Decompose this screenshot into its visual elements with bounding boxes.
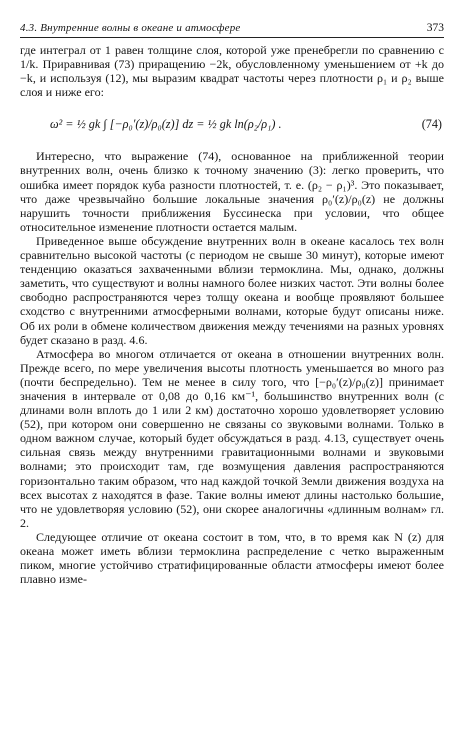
paragraph-1: где интеграл от 1 равен толщине слоя, которой уже пренебрегли по сравнению с 1/k. Приравнивая (73) приращению −2k, обусловленному уменьшением от +k до −k, и используя (12), мы выразим квадрат частоты через плотности ρ₁ и ρ₂ выше слоя и ниже его: [20, 43, 444, 100]
equation-74 [50, 109, 444, 139]
equation-formula: ω² = ½ gk ∫ [−ρ₀′(z)/ρ₀(z)] dz = ½ gk ln(ρ₂/ρ₁) . [50, 116, 282, 131]
equation-number: (74) [421, 116, 442, 131]
paragraph-4: Атмосфера во многом отличается от океана в отношении внутренних волн. Прежде всего, по мере увеличения высоты плотность уменьшается во много раз (почти беспредельно). Тем не менее в силу того, что [−ρ₀′(z)/ρ₀(z)] принимает значения в интервале от 0,08 до 0,16 км⁻¹, большинство внутренних волн (с длинами волн вплоть до 1 или 2 км) достаточно хорошо удовлетворяет условию (52), при котором они совершенно не связаны со звуковыми волнами. Только в одном важном случае, который будет обсуждаться в разд. 4.13, существует очень сильная связь между внутренними гравитационными волнами и звуковыми волнами; это происходит там, где возмущения давления распространяются горизонтально таким образом, что над каждой точкой Земли движения воздуха на всех высотах z находятся в фазе. Такие волны имеют длины настолько большие, что не удовлетворяя условию (52), они скорее аналогичны «длинным волнам» гл. 2. [20, 346, 444, 530]
page-number: 373 [426, 22, 444, 34]
paragraph-3: Приведенное выше обсуждение внутренних волн в океане касалось тех волн сравнительно высокой частоты (с периодом не свыше 30 минут), которые имеют тенденцию оказаться захваченными вблизи термоклина. Мы, однако, должны заметить, что существуют и волны намного более низких частот. Эти волны более свободно распространяются через толщу океана и вообще проявляют большее сходство с внутренними атмосферными волнами, которые будут описаны ниже. Об их роли в обмене количеством движения между течениями на разных уровнях будет сказано в разд. 4.6. [20, 233, 444, 347]
paragraph-2: Интересно, что выражение (74), основанное на приближенной теории внутренних волн, очень близко к точному значению (3): легко проверить, что ошибка имеет порядок куба разности плотностей, т. е. (ρ₂ − ρ₁)³. Это показывает, что даже чрезвычайно большие локальные значения ρ₀′(z)/ρ₀(z) не должны нарушить точности приближения Буссинеска при условии, что общее относительное изменение плотности остается малым. [20, 149, 444, 234]
page [20, 22, 444, 586]
paragraph-5: Следующее отличие от океана состоит в том, что, в то время как N (z) для океана может иметь вблизи термоклина распределение с четко выраженным пиком, многие устойчиво стратифицированные области атмосферы имеют более плавно изме- [20, 529, 444, 587]
section-title: 4.3. Внутренние волны в океане и атмосфере [20, 22, 241, 34]
running-header [20, 22, 444, 38]
